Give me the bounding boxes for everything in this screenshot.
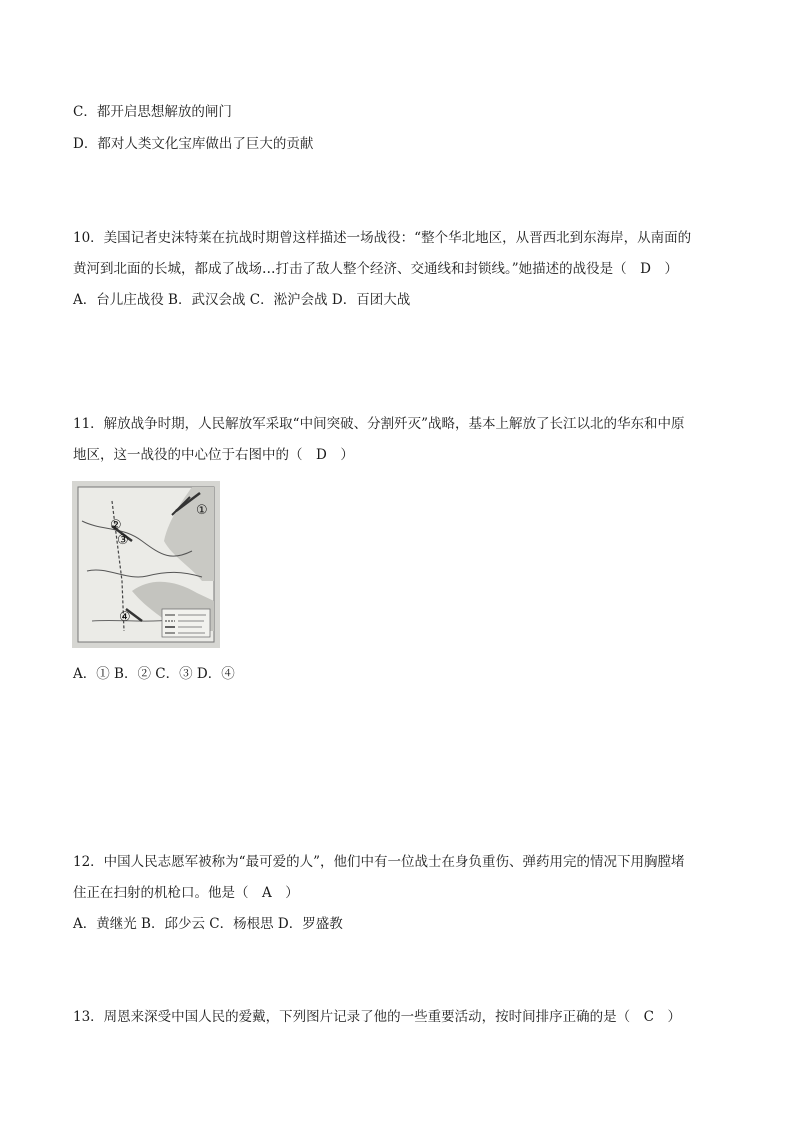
map-marker-3: ③	[117, 533, 129, 548]
q10-stem-line-2: 黄河到北面的长城，都成了战场…打击了敌人整个经济、交通线和封锁线。”她描述的战役是（ D ）	[73, 261, 678, 277]
q9-option-c: C．都开启思想解放的闸门	[73, 104, 232, 120]
q11-stem-line-1: 11．解放战争时期，人民解放军采取“中间突破、分割歼灭”战略，基本上解放了长江以北的华东和中原	[73, 416, 685, 432]
q12-stem-line-1: 12．中国人民志愿军被称为“最可爱的人”，他们中有一位战士在身负重伤、弹药用完的情况下用胸膛堵	[73, 854, 685, 870]
map-marker-4: ④	[119, 610, 131, 625]
battle-map-image	[72, 481, 220, 648]
q12-stem-line-2: 住正在扫射的机枪口。他是（ A ）	[73, 885, 299, 901]
q9-option-d: D．都对人类文化宝库做出了巨大的贡献	[73, 136, 314, 152]
q13-stem-line-1: 13．周恩来深受中国人民的爱戴，下列图片记录了他的一些重要活动，按时间排序正确的是（ C ）	[73, 1009, 682, 1025]
map-marker-1: ①	[196, 503, 208, 518]
q11-stem-line-2: 地区，这一战役的中心位于右图中的（ D ）	[73, 447, 354, 463]
q11-options: A．① B．② C．③ D．④	[73, 666, 235, 682]
q12-options: A．黄继光 B．邱少云 C．杨根思 D．罗盛教	[73, 916, 343, 932]
q10-stem-line-1: 10．美国记者史沫特莱在抗战时期曾这样描述一场战役：“整个华北地区，从晋西北到东海岸，从南面的	[73, 230, 692, 246]
map-marker-2: ②	[110, 518, 122, 533]
q10-options: A．台儿庄战役 B．武汉会战 C．淞沪会战 D．百团大战	[73, 292, 411, 308]
